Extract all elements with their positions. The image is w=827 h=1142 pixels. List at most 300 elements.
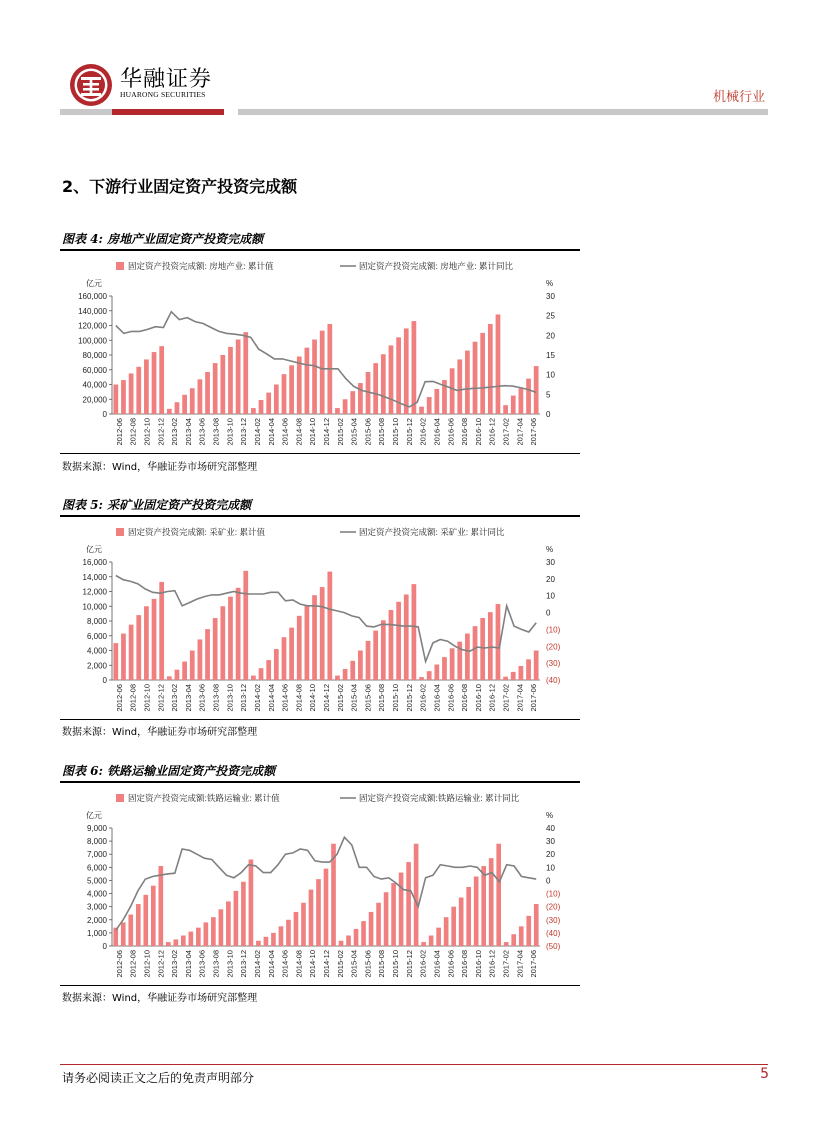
data-bar (241, 882, 246, 946)
left-tick-label: 10,000 (82, 602, 107, 612)
right-tick-label: (20) (546, 642, 561, 652)
data-bar (465, 634, 470, 680)
x-tick-label: 2012-08 (128, 950, 138, 978)
data-bar (113, 928, 118, 946)
data-bar (534, 651, 539, 681)
left-tick-label: 0 (102, 676, 107, 685)
x-tick-label: 2015-12 (404, 418, 414, 446)
data-bar (264, 937, 269, 946)
data-bar (113, 385, 118, 415)
x-tick-label: 2017-02 (501, 418, 511, 446)
data-bar (434, 389, 439, 414)
x-tick-label: 2014-02 (252, 950, 262, 978)
data-bar (366, 641, 371, 680)
logo-chinese-text: 华融证券 (120, 67, 213, 92)
x-tick-label: 2015-06 (363, 684, 373, 712)
right-tick-label: (40) (546, 676, 561, 685)
data-bar (427, 671, 432, 680)
data-bar (152, 352, 157, 414)
data-bar (297, 356, 302, 414)
data-bar (282, 374, 287, 414)
data-bar (121, 922, 126, 946)
right-tick-label: (30) (546, 659, 561, 669)
legend-line-label: 固定资产投资完成额:铁路运输业: 累计同比 (359, 793, 520, 803)
left-tick-label: 16,000 (82, 558, 107, 567)
data-bar (381, 354, 386, 414)
data-bar (243, 332, 248, 414)
data-bar (220, 355, 225, 414)
data-bar (496, 844, 501, 946)
figure-6-title: 图表 6: 铁路运输业固定资产投资完成额 (62, 764, 276, 778)
data-bar (121, 634, 126, 680)
legend-bar-label: 固定资产投资完成额: 房地产业: 累计值 (128, 261, 274, 271)
data-bar (474, 877, 479, 946)
data-bar (286, 920, 291, 946)
left-tick-label: 100,000 (78, 336, 107, 346)
x-tick-label: 2017-02 (501, 950, 511, 978)
data-bar (190, 651, 195, 681)
x-tick-label: 2017-04 (515, 950, 525, 978)
x-tick-label: 2017-04 (515, 418, 525, 446)
legend-line-label: 固定资产投资完成额: 房地产业: 累计同比 (359, 261, 513, 271)
data-bar (343, 669, 348, 680)
x-tick-label: 2016-02 (418, 950, 428, 978)
data-bar (335, 408, 340, 414)
data-bar (327, 572, 332, 680)
data-bar (128, 915, 133, 946)
logo-english-text: HUARONG SECURITIES (120, 90, 206, 99)
data-bar (503, 405, 508, 414)
data-bar (335, 676, 340, 680)
x-tick-label: 2017-04 (515, 684, 525, 712)
data-bar (324, 869, 329, 946)
data-bar (489, 858, 494, 946)
data-bar (412, 321, 417, 414)
footer-rule (60, 1064, 768, 1065)
data-bar (339, 941, 344, 946)
legend-bar-label: 固定资产投资完成额:铁路运输业: 累计值 (128, 793, 280, 803)
x-tick-label: 2014-04 (266, 950, 276, 978)
x-tick-label: 2012-06 (114, 418, 124, 446)
data-bar (251, 676, 256, 680)
figure-4-source: 数据来源：Wind，华融证券市场研究部整理 (62, 462, 258, 473)
data-bar (136, 367, 141, 414)
x-tick-label: 2014-12 (322, 950, 331, 978)
data-bar (450, 368, 455, 414)
data-bar (429, 936, 434, 946)
x-tick-label: 2013-10 (225, 418, 235, 446)
data-bar (504, 942, 509, 946)
data-bar (519, 926, 524, 946)
data-bar (350, 661, 355, 680)
data-bar (228, 347, 233, 414)
data-bar (143, 895, 148, 946)
x-tick-label: 2014-06 (280, 418, 290, 446)
data-bar (266, 660, 271, 680)
x-tick-label: 2016-08 (460, 418, 470, 446)
x-tick-label: 2016-08 (460, 684, 470, 712)
data-bar (373, 631, 378, 680)
data-bar (159, 346, 164, 414)
x-tick-label: 2016-02 (418, 418, 428, 446)
data-bar (211, 917, 216, 946)
data-bar (457, 359, 462, 414)
data-bar (159, 582, 164, 680)
data-bar (166, 942, 171, 946)
x-tick-label: 2014-02 (252, 418, 262, 446)
data-bar (198, 379, 203, 414)
data-bar (354, 929, 359, 946)
left-tick-label: 3,000 (86, 902, 107, 912)
figure-6-chart (60, 784, 580, 984)
figure-4-top-rule (60, 249, 580, 251)
data-bar (436, 928, 441, 946)
data-bar (473, 342, 478, 414)
x-tick-label: 2016-04 (432, 418, 442, 446)
data-bar (289, 365, 294, 414)
data-bar (129, 373, 134, 414)
data-bar (294, 912, 299, 946)
left-tick-label: 0 (102, 410, 107, 419)
x-tick-label: 2013-10 (225, 684, 235, 712)
x-tick-label: 2013-06 (197, 684, 207, 712)
figure-5-top-rule (60, 515, 580, 517)
right-tick-label: 0 (546, 608, 551, 618)
data-bar (369, 912, 374, 946)
x-tick-label: 2012-10 (142, 418, 152, 446)
left-tick-label: 80,000 (82, 351, 107, 360)
x-tick-label: 2012-10 (142, 950, 152, 978)
figure-4-chart (60, 252, 580, 452)
left-axis-unit: 亿元 (86, 545, 102, 554)
data-bar (320, 587, 325, 680)
data-bar (271, 933, 276, 946)
data-bar (259, 400, 264, 414)
x-tick-label: 2016-06 (446, 418, 456, 446)
data-bar (442, 657, 447, 680)
data-bar (414, 844, 419, 946)
x-tick-label: 2015-10 (391, 684, 401, 712)
left-tick-label: 160,000 (78, 292, 107, 301)
x-tick-label: 2015-02 (335, 684, 345, 712)
right-tick-label: (10) (546, 625, 561, 635)
right-tick-label: 20 (546, 331, 555, 341)
left-tick-label: 5,000 (86, 876, 107, 886)
right-tick-label: (30) (546, 915, 561, 925)
header-bar-red (112, 109, 224, 115)
data-bar (419, 677, 424, 680)
x-tick-label: 2014-12 (322, 418, 331, 446)
x-tick-label: 2015-06 (363, 950, 373, 978)
data-bar (190, 388, 195, 414)
data-bar (151, 886, 156, 946)
data-bar (182, 662, 187, 680)
x-tick-label: 2013-08 (211, 684, 221, 712)
x-tick-label: 2016-10 (473, 418, 483, 446)
data-bar (305, 606, 310, 680)
data-bar (526, 379, 531, 414)
right-tick-label: 5 (546, 390, 551, 400)
legend-bar-swatch (116, 528, 124, 536)
x-tick-label: 2017-02 (501, 684, 511, 712)
right-axis-unit: % (546, 279, 554, 288)
left-tick-label: 8,000 (86, 617, 107, 626)
data-bar (519, 388, 524, 414)
x-tick-label: 2017-06 (529, 950, 539, 978)
x-tick-label: 2017-06 (529, 684, 539, 712)
x-tick-label: 2013-10 (225, 950, 235, 978)
huarong-logo-icon (68, 62, 114, 108)
data-bar (297, 616, 302, 680)
x-tick-label: 2014-04 (266, 684, 276, 712)
x-tick-label: 2012-10 (142, 684, 152, 712)
x-tick-label: 2016-04 (432, 950, 442, 978)
right-tick-label: 10 (546, 370, 555, 380)
data-bar (175, 402, 180, 414)
data-bar (205, 629, 210, 680)
x-tick-label: 2013-08 (211, 418, 221, 446)
left-tick-label: 8,000 (86, 837, 107, 847)
data-bar (358, 651, 363, 681)
data-bar (226, 901, 231, 946)
data-bar (236, 340, 241, 414)
data-bar (243, 571, 248, 680)
x-tick-label: 2012-12 (156, 684, 166, 712)
data-bar (259, 668, 264, 680)
right-tick-label: 0 (546, 410, 551, 419)
data-bar (488, 324, 493, 414)
data-bar (301, 903, 306, 946)
left-tick-label: 4,000 (86, 889, 107, 899)
x-tick-label: 2012-06 (114, 950, 124, 978)
data-bar (167, 676, 172, 680)
x-tick-label: 2016-06 (446, 950, 456, 978)
data-bar (279, 926, 284, 946)
right-tick-label: 20 (546, 850, 555, 860)
data-bar (350, 391, 355, 414)
left-tick-label: 2,000 (86, 661, 107, 671)
x-tick-label: 2016-12 (487, 418, 497, 446)
page-number: 5 (760, 1066, 769, 1082)
header-bar-gray-left (60, 109, 112, 115)
x-tick-label: 2016-02 (418, 684, 428, 712)
figure-5-source: 数据来源：Wind，华融证券市场研究部整理 (62, 727, 258, 738)
figure-4-title: 图表 4: 房地产业固定资产投资完成额 (62, 232, 264, 246)
x-tick-label: 2015-10 (391, 418, 401, 446)
data-bar (113, 643, 118, 680)
data-bar (144, 606, 149, 680)
x-tick-label: 2016-10 (473, 684, 483, 712)
left-tick-label: 1,000 (86, 928, 107, 938)
right-tick-label: 30 (546, 292, 555, 301)
x-tick-label: 2014-10 (308, 684, 318, 712)
data-bar (466, 887, 471, 946)
figure-6-source: 数据来源：Wind，华融证券市场研究部整理 (62, 993, 258, 1004)
x-tick-label: 2013-04 (183, 950, 193, 978)
figure-5-title: 图表 5: 采矿业固定资产投资完成额 (62, 498, 252, 512)
x-tick-label: 2015-08 (377, 950, 387, 978)
data-bar (158, 866, 163, 946)
x-tick-label: 2015-04 (349, 950, 359, 978)
x-tick-label: 2013-12 (239, 418, 249, 446)
x-tick-label: 2013-06 (197, 950, 207, 978)
data-bar (480, 333, 485, 414)
x-tick-label: 2014-10 (308, 418, 318, 446)
data-bar (526, 659, 531, 680)
x-tick-label: 2015-02 (335, 418, 345, 446)
data-bar (399, 873, 404, 946)
data-bar (404, 328, 409, 414)
data-bar (389, 345, 394, 414)
header-bar-gray-right (238, 109, 768, 115)
left-tick-label: 14,000 (82, 572, 107, 582)
data-bar (198, 639, 203, 680)
data-bar (511, 934, 516, 946)
x-tick-label: 2012-12 (156, 418, 166, 446)
left-tick-label: 9,000 (86, 824, 107, 833)
left-axis-unit: 亿元 (86, 279, 102, 288)
right-tick-label: (50) (546, 942, 561, 951)
right-tick-label: 30 (546, 558, 555, 567)
x-tick-label: 2016-06 (446, 684, 456, 712)
figure-4-bottom-rule (60, 453, 580, 454)
data-bar (465, 351, 470, 414)
data-bar (451, 907, 456, 946)
data-bar (274, 649, 279, 680)
x-tick-label: 2014-06 (280, 684, 290, 712)
x-tick-label: 2014-10 (308, 950, 318, 978)
data-bar (205, 372, 210, 414)
data-bar (219, 909, 224, 946)
data-bar (305, 348, 310, 414)
data-bar (213, 363, 218, 414)
x-tick-label: 2015-04 (349, 684, 359, 712)
data-bar (421, 942, 426, 946)
x-tick-label: 2013-12 (239, 684, 249, 712)
left-tick-label: 20,000 (82, 395, 107, 405)
data-bar (427, 397, 432, 414)
figure-6-bottom-rule (60, 985, 580, 986)
data-bar (144, 359, 149, 414)
data-bar (129, 625, 134, 680)
data-bar (182, 395, 187, 414)
legend-line-label: 固定资产投资完成额: 采矿业: 累计同比 (359, 527, 505, 537)
x-tick-label: 2014-08 (294, 684, 304, 712)
figure-5-chart (60, 518, 580, 718)
data-bar (152, 599, 157, 680)
section-title: 2、下游行业固定资产投资完成额 (62, 177, 298, 196)
left-tick-label: 7,000 (86, 850, 107, 860)
x-tick-label: 2015-08 (377, 684, 387, 712)
data-bar (213, 618, 218, 680)
data-bar (189, 932, 194, 946)
data-bar (361, 921, 366, 946)
data-bar (204, 922, 209, 946)
data-bar (391, 883, 396, 946)
left-tick-label: 0 (102, 942, 107, 951)
x-tick-label: 2012-12 (156, 950, 166, 978)
x-tick-label: 2016-04 (432, 684, 442, 712)
x-tick-label: 2014-02 (252, 684, 262, 712)
data-bar (459, 897, 464, 946)
right-tick-label: 10 (546, 591, 555, 601)
data-bar (173, 939, 178, 946)
data-bar (488, 612, 493, 680)
x-tick-label: 2016-08 (460, 950, 470, 978)
data-bar (503, 677, 508, 680)
x-tick-label: 2015-08 (377, 418, 387, 446)
left-tick-label: 4,000 (86, 646, 107, 656)
legend-bar-label: 固定资产投资完成额: 采矿业: 累计值 (128, 527, 265, 537)
right-tick-label: (20) (546, 902, 561, 912)
x-tick-label: 2015-12 (404, 950, 414, 978)
data-bar (511, 672, 516, 680)
data-bar (136, 615, 141, 680)
figure-6-top-rule (60, 781, 580, 783)
data-bar (236, 588, 241, 680)
right-tick-label: 10 (546, 863, 555, 873)
left-tick-label: 6,000 (86, 863, 107, 873)
legend-bar-swatch (116, 794, 124, 802)
left-tick-label: 12,000 (82, 587, 107, 597)
data-bar (312, 595, 317, 680)
data-bar (316, 879, 321, 946)
data-bar (196, 928, 201, 946)
right-tick-label: 40 (546, 824, 555, 833)
x-tick-label: 2013-12 (239, 950, 249, 978)
x-tick-label: 2015-02 (335, 950, 345, 978)
data-bar (450, 648, 455, 680)
x-tick-label: 2016-12 (487, 950, 497, 978)
x-tick-label: 2015-04 (349, 418, 359, 446)
x-tick-label: 2012-08 (128, 684, 138, 712)
left-tick-label: 2,000 (86, 915, 107, 925)
x-tick-label: 2015-10 (391, 950, 401, 978)
data-bar (343, 399, 348, 414)
x-tick-label: 2013-06 (197, 418, 207, 446)
right-tick-label: (40) (546, 928, 561, 938)
left-tick-label: 40,000 (82, 380, 107, 390)
footer-disclaimer: 请务必阅读正文之后的免责声明部分 (62, 1071, 255, 1085)
x-tick-label: 2014-08 (294, 950, 304, 978)
right-tick-label: 0 (546, 876, 551, 886)
industry-label: 机械行业 (712, 90, 765, 105)
data-bar (121, 380, 126, 414)
x-tick-label: 2015-06 (363, 418, 373, 446)
x-tick-label: 2017-06 (529, 418, 539, 446)
data-bar (309, 890, 314, 946)
right-tick-label: 30 (546, 837, 555, 847)
data-bar (320, 331, 325, 414)
data-bar (444, 917, 449, 946)
right-tick-label: 20 (546, 574, 555, 584)
x-tick-label: 2012-06 (114, 684, 124, 712)
data-bar (526, 916, 531, 946)
data-bar (534, 366, 539, 414)
data-bar (234, 891, 239, 946)
data-bar (136, 904, 141, 946)
data-bar (175, 670, 180, 680)
x-tick-label: 2013-08 (211, 950, 221, 978)
data-bar (312, 340, 317, 414)
data-bar (511, 396, 516, 414)
right-tick-label: 25 (546, 311, 555, 321)
x-tick-label: 2013-02 (170, 684, 180, 712)
data-bar (358, 383, 363, 414)
x-tick-label: 2016-12 (487, 684, 497, 712)
data-bar (473, 626, 478, 680)
x-tick-label: 2014-08 (294, 418, 304, 446)
